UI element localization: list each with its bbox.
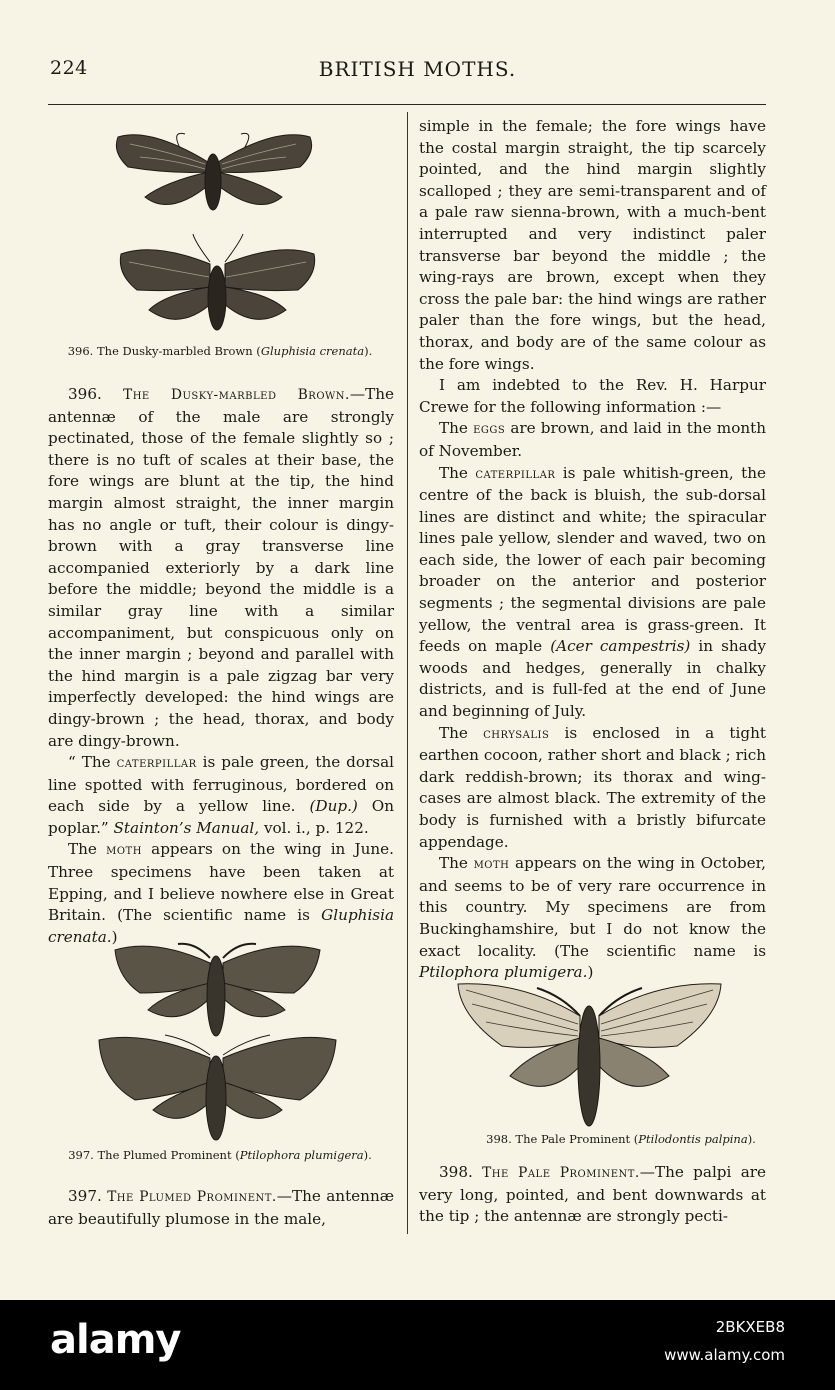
left-column-text-upper	[48, 384, 394, 948]
page-number: 224	[50, 57, 88, 79]
section-398: 398. The Pale Prominent.—The palpi are very long, pointed, and bent downwards at the tip ; the antennæ are strongly pecti-	[419, 1163, 767, 1226]
figure-398-caption: 398. The Pale Prominent (Ptilodontis palpina).	[486, 1132, 756, 1146]
figure-397-caption: 397. The Plumed Prominent (Ptilophora plumigera).	[68, 1148, 372, 1162]
figure-396-moth-upper	[110, 122, 320, 217]
section-396-moth: The moth appears on the wing in June. Three specimens have been taken at Epping, and I believe nowhere else in Great Britain. (The scientific name is Gluphisia crenata.)	[48, 840, 395, 946]
section-397-caterpillar: The caterpillar is pale whitish-green, the centre of the back is bluish, the sub-dorsal lines are distinct and white; the spiracular lines pale yellow, slender and waved, two on each side, the lower of each pair becoming broader on the anterior and posterior segments ; the segmental divisions are pale yellow, the ventral area is grass-green. It feeds on maple (Acer campestris) in shady woods and hedges, generally in chalky districts, and is full-fed at the end of June and beginning of July.	[419, 463, 767, 721]
section-397-chrysalis: The chrysalis is enclosed in a tight earthen cocoon, rather short and black ; rich dark reddish-brown; its thorax and wing-cases are almost black. The extremity of the body is furnished with a bristly bifurcate appendage.	[419, 723, 767, 851]
section-398-heading: The Pale Prominent.	[482, 1165, 640, 1181]
section-397: 397. The Plumed Prominent.—The antennæ are beautifully plumose in the male,	[48, 1187, 395, 1228]
section-396: 396. The Dusky-marbled Brown.—The antennæ of the male are strongly pectinated, those of the female slightly so ; there is no tuft of scales at their base, the fore wings are blunt at the tip, the hind margin almost straight, the inner margin has no angle or tuft, their colour is dingy-brown with a gray transverse line accompanied exteriorly by a dark line before the middle; beyond the middle is a similar gray line with a similar accompaniment, but conspicuous only on the inner margin ; beyond and parallel with the hind margin is a pale zigzag bar very imperfectly developed: the hind wings are dingy-brown ; the head, thorax, and body are dingy-brown.	[48, 385, 394, 750]
section-397-heading: The Plumed Prominent.	[107, 1189, 277, 1205]
left-column-text-lower	[48, 1186, 394, 1230]
section-397-description: simple in the female; the fore wings have the costal margin straight, the tip scarcely pointed, and the hind margin slightly scalloped ; they are semi-transparent and of a pale raw sienna-brown, with a much-bent interrupted and very indistinct paler transverse bar beyond the middle ; the wing-rays are brown, except when they cross the pale bar: the hind wings are rather paler than the fore wings, but the head, thorax, and body are of the same colour as the fore wings.	[419, 117, 766, 373]
stock-url: www.alamy.com	[664, 1346, 785, 1364]
column-divider	[407, 112, 408, 1234]
figure-397-moth-upper	[110, 938, 325, 1043]
section-396-heading: The Dusky-marbled Brown.	[123, 387, 350, 403]
alamy-logo: alamy	[50, 1317, 181, 1363]
stock-image-id: 2BKXEB8	[715, 1318, 785, 1336]
figure-397-moth-lower	[95, 1030, 340, 1142]
section-397-moth: The moth appears on the wing in October, and seems to be of very rare occurrence in this country. My specimens are from Buckinghamshire, but I do not know the exact locality. (The scientific name is Ptilophora plumigera.)	[419, 854, 767, 982]
figure-396-moth-lower	[115, 232, 320, 332]
acknowledgement: I am indebted to the Rev. H. Harpur Crewe for the following information :—	[419, 376, 766, 416]
running-title: BRITISH MOTHS.	[318, 57, 517, 81]
figure-398-moth	[452, 976, 727, 1131]
header-rule	[48, 104, 766, 105]
right-column-text-lower	[419, 1162, 766, 1228]
section-397-eggs: The eggs are brown, and laid in the month of November.	[419, 419, 767, 460]
right-column-text-upper	[419, 116, 766, 984]
section-396-caterpillar: “ The caterpillar is pale green, the dorsal line spotted with ferruginous, bordered on each side by a yellow line. (Dup.) On poplar.” Stainton’s Manual, vol. i., p. 122.	[48, 753, 395, 837]
figure-396-caption: 396. The Dusky-marbled Brown (Gluphisia crenata).	[67, 344, 373, 358]
